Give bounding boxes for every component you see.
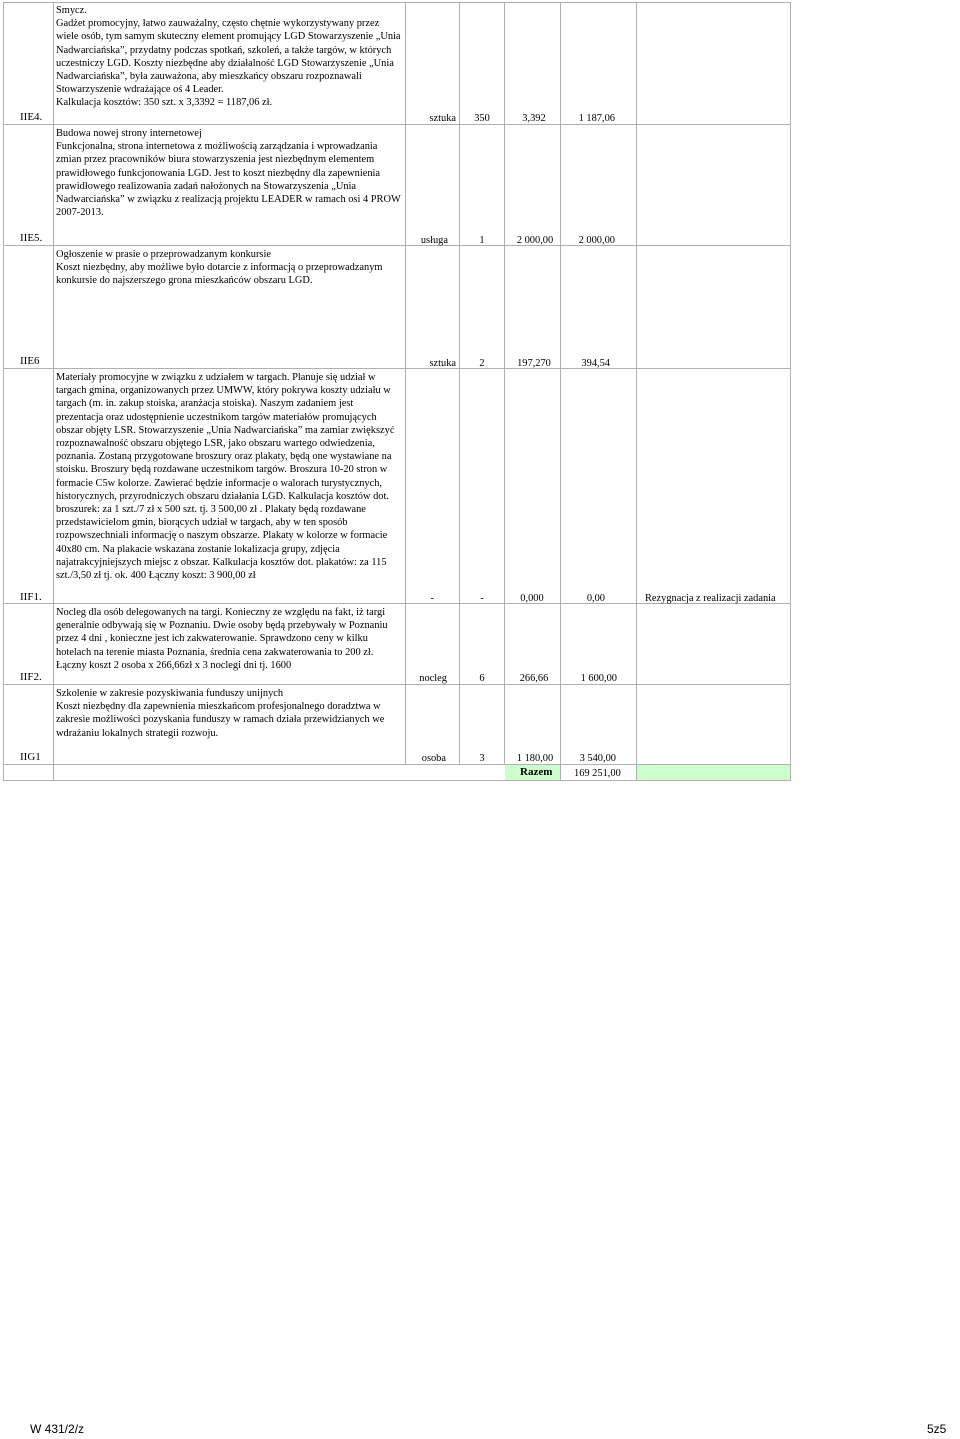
row-total: 1 187,06: [578, 113, 615, 124]
row-code: IIF1.: [20, 591, 42, 603]
row-unit: -: [430, 593, 434, 604]
document-id: W 431/2/z: [30, 1422, 85, 1436]
grid-line: [3, 2, 791, 3]
row-quantity: 2: [479, 358, 485, 369]
row-code: IIF2.: [20, 671, 42, 683]
summary-total: 169 251,00: [574, 768, 621, 779]
row-description: Ogłoszenie w prasie o przeprowadzanym konkursie Koszt niezbędny, aby możliwe było dotarcie z informacją o przeprowadzanym konkursie do najszerszego grona mieszkańców obszaru LGD.: [56, 249, 383, 287]
row-unit-price: 266,66: [519, 673, 549, 684]
row-description: Nocleg dla osób delegowanych na targi. Konieczny ze względu na fakt, iż targi generalnie odbywają się w Poznaniu. Dwie osoby będą przebywały w Poznaniu przez 4 dni , konieczne jest ich zakwaterowanie. Sprawdzono ceny w kilku hotelach na terenie miasta Poznania, średnia cena zakwaterowania to 200 zł. Łączny koszt 2 osoba x 266,66zł x 3 noclegi dni tj. 1600: [56, 607, 388, 671]
row-unit: osoba: [421, 753, 446, 764]
grid-line: [3, 780, 791, 781]
row-unit-price: 0,000: [520, 593, 544, 604]
row-unit: usługa: [420, 235, 448, 246]
row-unit-price: 1 180,00: [516, 753, 554, 764]
row-description: Smycz. Gadżet promocyjny, łatwo zauważalny, często chętnie wykorzystywany przez wiele osób, tym samym skuteczny element promujący LGD Stowarzyszenie „Unia Nadwarciańska”, przydatny podczas spotkań, szkoleń, a także targów, w których uczestniczy LGD. Koszty niezbędne aby działalność LGD Stowarzyszenie „Unia Nadwarciańska”, była zauważona, aby mieszkańcy obszaru rozpoznawali Stowarzyszenie wdrażające oś 4 Leader. Kalkulacja kosztów: 350 szt. x 3,3392 = 1187,06 zł.: [56, 5, 401, 109]
row-unit-price: 2 000,00: [516, 235, 554, 246]
row-code: IIE5.: [20, 232, 43, 244]
row-total: 1 600,00: [580, 673, 617, 684]
row-code: IIG1: [20, 751, 41, 763]
row-description: Budowa nowej strony internetowej Funkcjonalna, strona internetowa z możliwością zarządzania i wprowadzania zmian przez pracowników biura stowarzyszenia jest niezbędnym elementem prawidłowego funkcjonowania LGD. Jest to koszt niezbędny dla zapewnienia prawidłowego realizowania zadań nałożonych na Stowarzyszenia „Unia Nadwarciańska” w związku z realizacją projektu LEADER w ramach osi 4 PROW 2007-2013.: [56, 128, 401, 219]
row-note: Rezygnacja z realizacji zadania: [645, 593, 776, 604]
row-unit: sztuka: [429, 113, 456, 124]
row-quantity: 3: [479, 753, 485, 764]
row-total: 3 540,00: [579, 753, 616, 764]
row-description: Materiały promocyjne w związku z udziałem w targach. Planuje się udział w targach gmina, organizowanych przez UMWW, który pokrywa koszty udziału w targach (m. in. zakup stoiska, aranżacja stoiska). Naszym zadaniem jest prezentacja oraz udostępnienie uczestnikom targów materiałów promujących obszar objęty LSR. Stowarzyszenie „Unia Nadwarciańska” ma zamiar zwiększyć rozpoznawalność obszaru objętego LSR, jako obszaru wartego odwiedzenia, poznania. Zostaną przygotowane broszury oraz plakaty, będą one wystawiane na stoisku. Broszury będą rozdawane uczestnikom targów. Broszura 10-20 stron w formacie C5w kolorze. Zawierać będzie informacje o walorach turystycznych, historycznych, przyrodniczych obszaru działania LGD. Kalkulacja kosztów dot. broszurek: za 1 szt./7 zł x 500 szt. tj. 3 500,00 zł . Plakaty będą rozdawane przedstawicielom gmin, biorących udział w targach, aby w ten sposób rozpowszechniali informację o naszym obszarze. Plakaty w kolorze w formacie 40x80 cm. Na plakacie wskazana zostanie lokalizacja grupy, zdjęcia najatrakcyjniejszych miejsc z obszar. Kalkulacja kosztów dot. plakatów: za 115 szt./3,50 zł tj. ok. 400 Łączny koszt: 3 900,00 zł: [56, 372, 395, 582]
row-total: 394,54: [581, 358, 610, 369]
row-total: 2 000,00: [578, 235, 615, 246]
row-quantity: 350: [474, 113, 490, 124]
row-unit: sztuka: [429, 358, 456, 369]
row-unit-price: 197,270: [517, 358, 551, 369]
summary-label: Razem: [520, 766, 553, 778]
row-code: IIE6: [20, 355, 40, 367]
grid-line: [636, 2, 637, 780]
row-quantity: 6: [479, 673, 485, 684]
grid-line: [53, 2, 54, 780]
row-total: 0,00: [586, 593, 605, 604]
row-code: IIE4.: [20, 111, 43, 123]
grid-line: [790, 2, 791, 780]
row-description: Szkolenie w zakresie pozyskiwania funduszy unijnych Koszt niezbędny dla zapewnienia mieszkańcom profesjonalnego doradztwa w zakresie możliwości pozyskania funduszy w ramach działa przewidzianych we wdrażaniu lokalnych strategii rozwoju.: [56, 688, 385, 739]
grid-line: [3, 2, 4, 780]
grid-line: [459, 2, 460, 764]
row-quantity: -: [480, 593, 484, 604]
row-unit-price: 3,392: [522, 113, 546, 124]
row-unit: nocleg: [419, 673, 447, 684]
page-number: 5z5: [927, 1422, 947, 1436]
summary-note-fill: [637, 765, 790, 780]
row-quantity: 1: [479, 235, 485, 246]
